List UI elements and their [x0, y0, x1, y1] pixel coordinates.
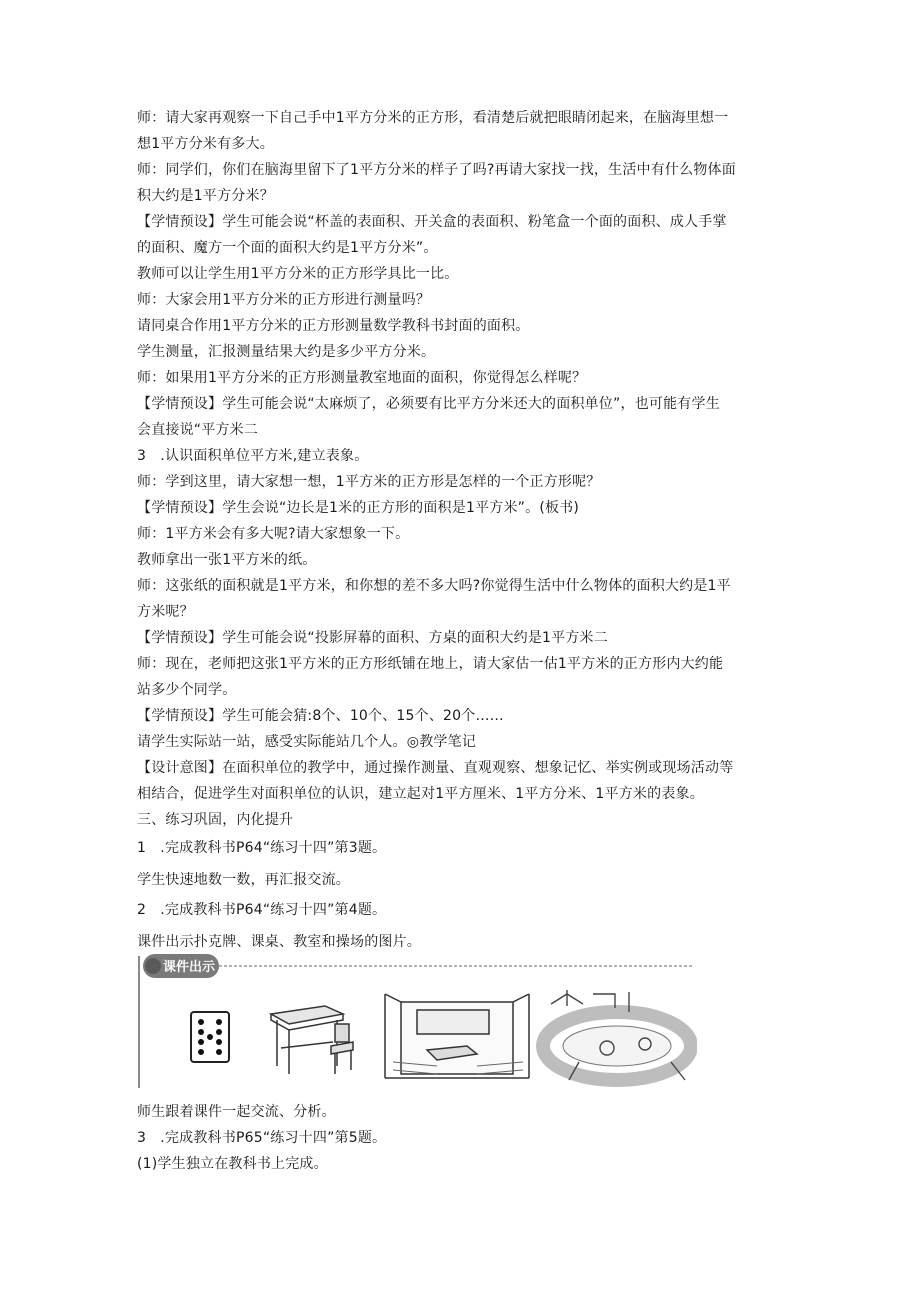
text-line: 师：学到这里，请大家想一想，1平方米的正方形是怎样的一个正方形呢？: [137, 474, 601, 490]
school-desk-icon: [271, 1006, 353, 1074]
text-line: 站多少个同学。: [137, 682, 237, 698]
text-line: 学生快速地数一数，再汇报交流。: [137, 872, 350, 888]
text-line: 师：如果用1平方分米的正方形测量教室地面的面积，你觉得怎么样呢？: [137, 370, 587, 386]
text-line: 学生测量，汇报测量结果大约是多少平方分米。: [137, 344, 436, 360]
text-line: 1 .完成教科书P64“练习十四”第3题。: [137, 840, 387, 856]
text-line: 请学生实际站一站，感受实际能站几个人。◎教学笔记: [137, 734, 477, 750]
text-line: 师：请大家再观察一下自己手中1平方分米的正方形，看清楚后就把眼睛闭起来，在脑海里想一: [137, 110, 729, 126]
text-line: 的面积、魔方一个面的面积大约是1平方分米”。: [137, 240, 438, 256]
text-line: 想1平方分米有多大。: [137, 136, 274, 152]
text-line: 师：1平方米会有多大呢?请大家想象一下。: [137, 526, 410, 542]
text-line: (1)学生独立在教科书上完成。: [137, 1156, 328, 1172]
text-line: 【学情预设】学生可能会说“太麻烦了，必须要有比平方分米还大的面积单位”，也可能有学生: [137, 396, 720, 412]
text-line: 3 .完成教科书P65“练习十四”第5题。: [137, 1130, 387, 1146]
section-heading: 3 .认识面积单位平方米,建立表象。: [137, 448, 369, 464]
section-heading: 三、练习巩固，内化提升: [137, 812, 294, 828]
text-line: 师：这张纸的面积就是1平方米，和你想的差不多大吗?你觉得生活中什么物体的面积大约是1平: [137, 578, 731, 594]
text-line: 相结合，促进学生对面积单位的认识，建立起对1平方厘米、1平方分米、1平方米的表象。: [137, 786, 704, 802]
courseware-badge: [143, 954, 219, 978]
text-line: 师：同学们，你们在脑海里留下了1平方分米的样子了吗?再请大家找一找，生活中有什么物体面: [137, 162, 736, 178]
text-line: 积大约是1平方分米？: [137, 188, 274, 204]
text-line: 【设计意图】在面积单位的教学中，通过操作测量、直观观察、想象记忆、举实例或现场活动等: [137, 760, 734, 776]
courseware-badge-label: 课件出示: [163, 960, 216, 975]
text-line: 教师拿出一张1平方米的纸。: [137, 552, 317, 568]
text-line: 课件出示扑克牌、课桌、教室和操场的图片。: [137, 934, 421, 950]
courseware-figure: [137, 950, 697, 1090]
playground-icon: [543, 990, 691, 1080]
classroom-icon: [385, 994, 529, 1078]
text-line: 【学情预设】学生可能会猜:8个、10个、15个、20个……: [137, 708, 504, 724]
text-line: 教师可以让学生用1平方分米的正方形学具比一比。: [137, 266, 459, 282]
text-line: 会直接说“平方米二: [137, 422, 259, 438]
text-line: 2 .完成教科书P64“练习十四”第4题。: [137, 902, 387, 918]
text-line: 师：大家会用1平方分米的正方形进行测量吗？: [137, 292, 431, 308]
text-line: 师：现在，老师把这张1平方米的正方形纸铺在地上，请大家估一估1平方米的正方形内大约能: [137, 656, 724, 672]
text-line: 请同桌合作用1平方分米的正方形测量数学教科书封面的面积。: [137, 318, 530, 334]
text-line: 【学情预设】学生可能会说“投影屏幕的面积、方桌的面积大约是1平方米二: [137, 630, 608, 646]
text-line: 【学情预设】学生会说“边长是1米的正方形的面积是1平方米”。(板书): [137, 500, 580, 516]
playing-card-icon: [191, 1012, 229, 1062]
text-line: 师生跟着课件一起交流、分析。: [137, 1104, 336, 1120]
text-line: 方米呢？: [137, 604, 194, 620]
text-line: 【学情预设】学生可能会说“杯盖的表面积、开关盒的表面积、粉笔盒一个面的面积、成人手掌: [137, 214, 727, 230]
